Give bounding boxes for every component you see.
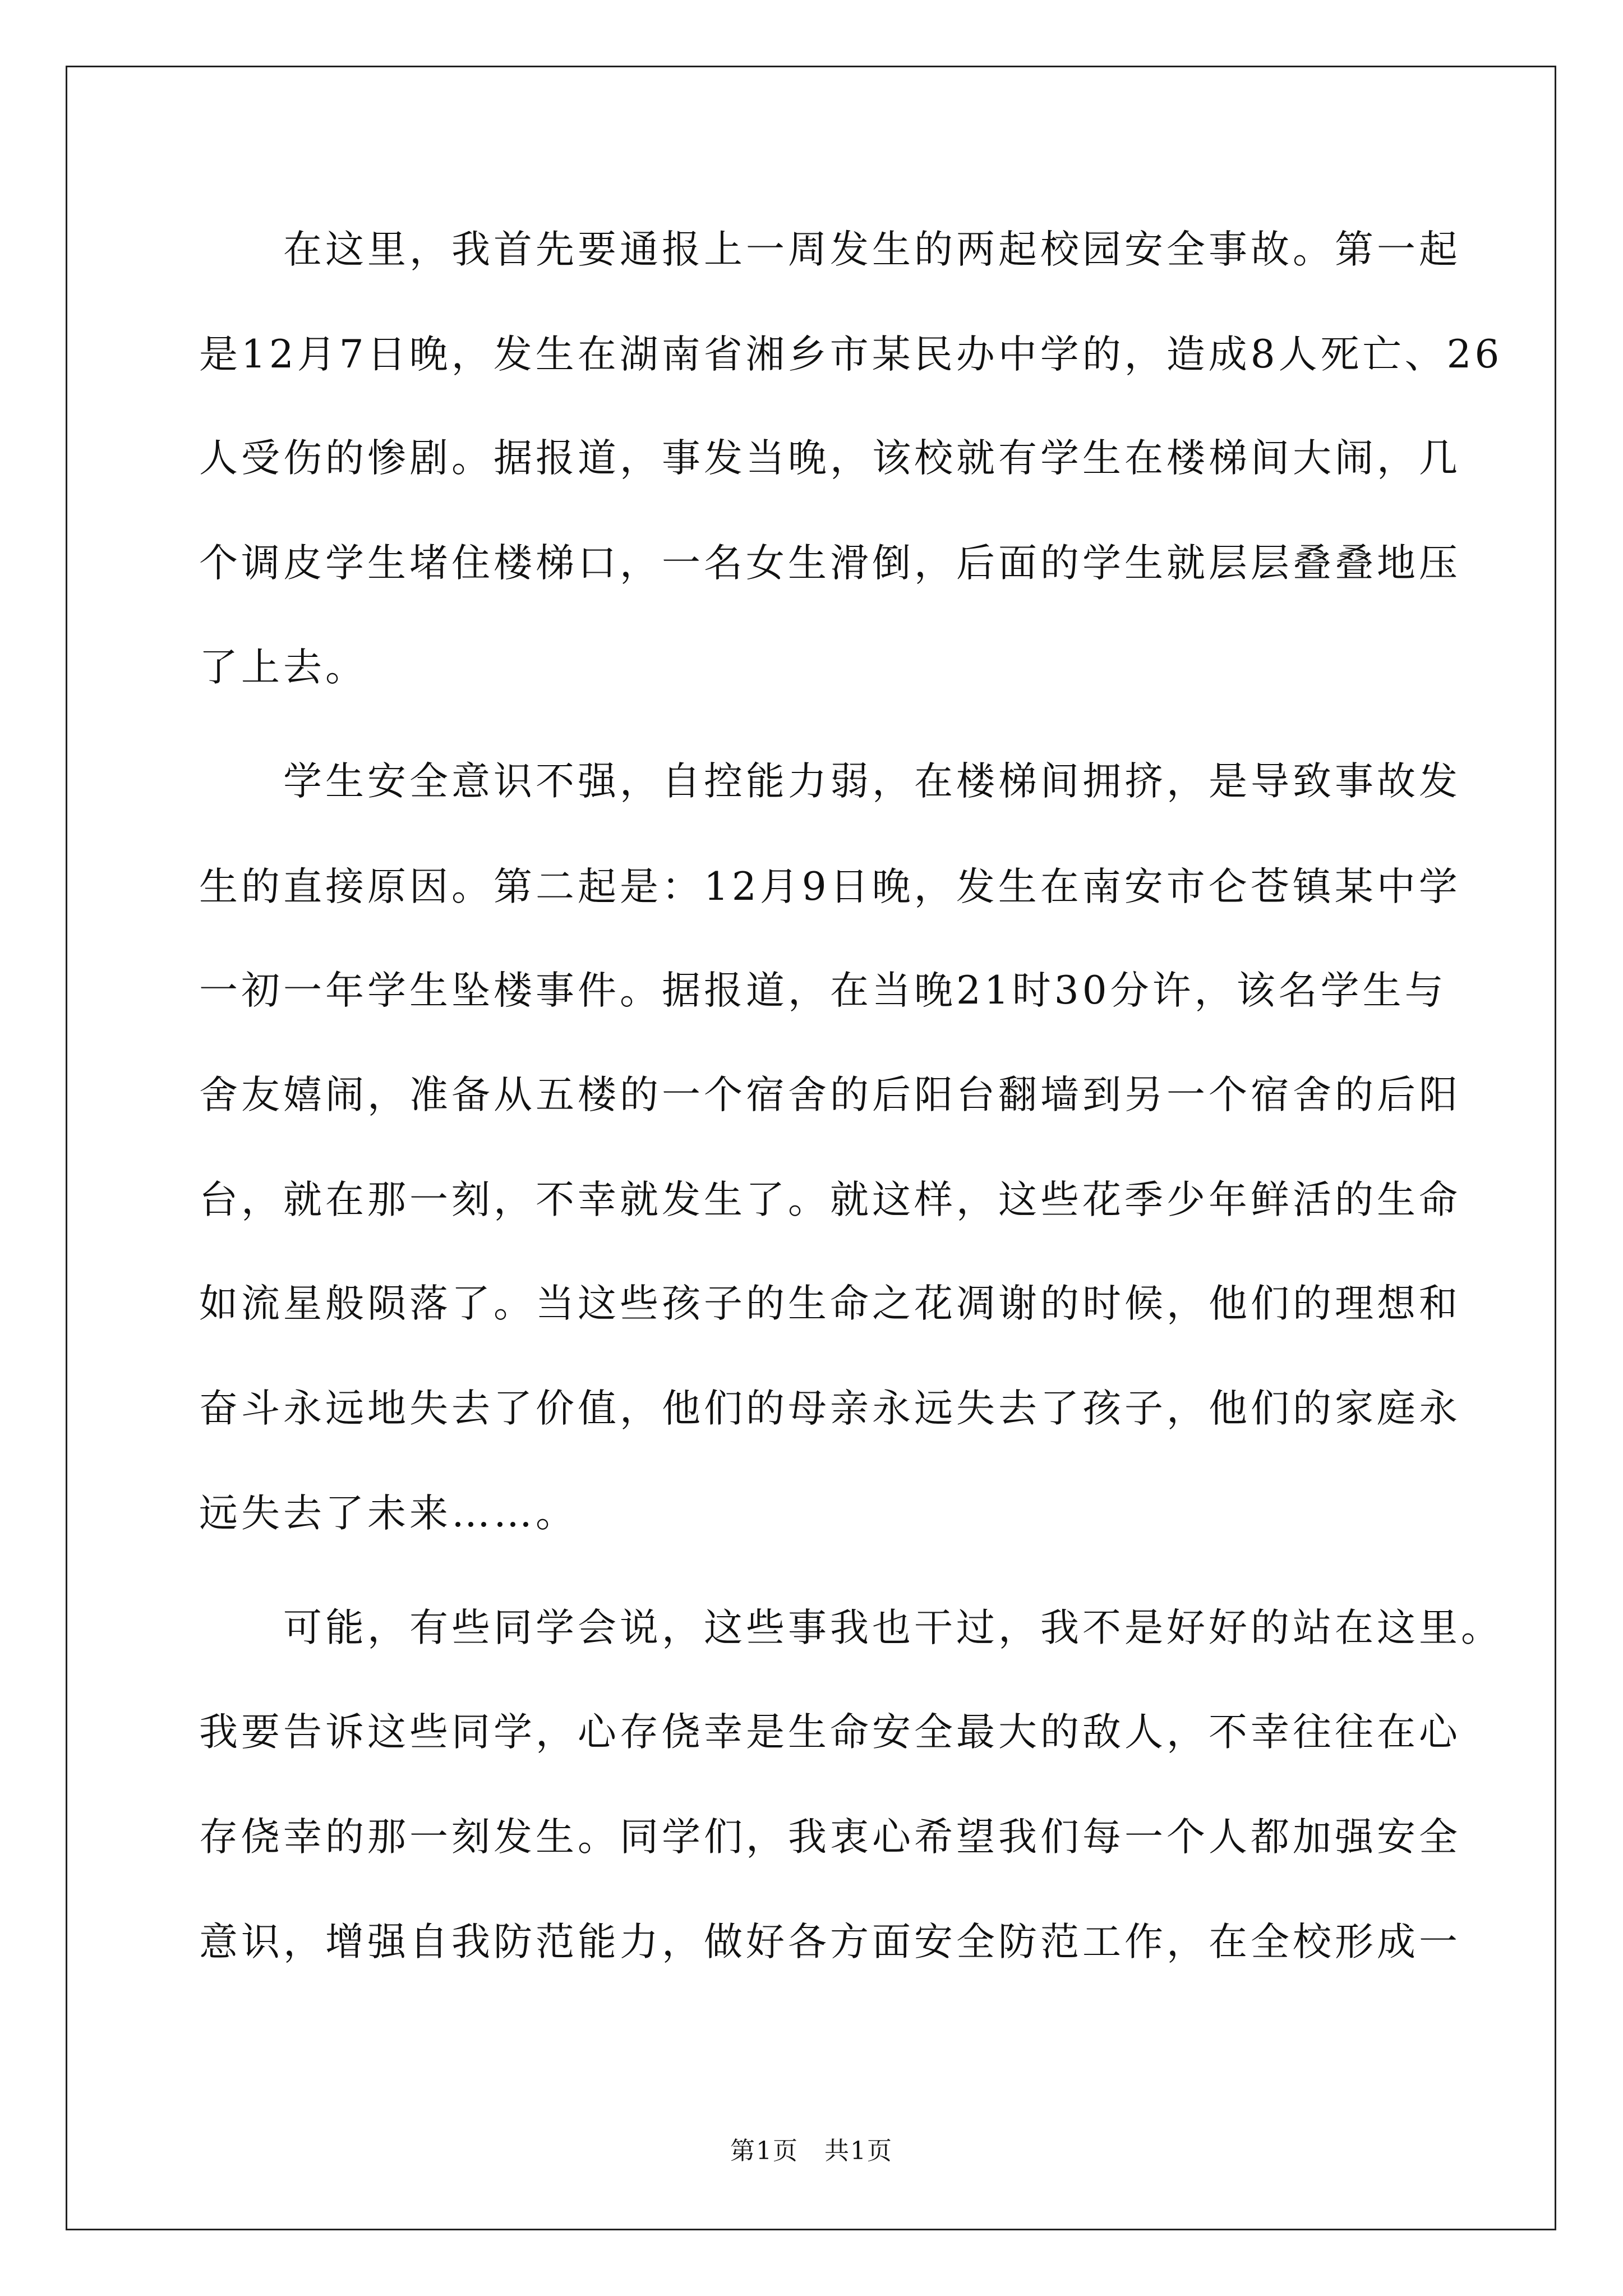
paragraph-line: 远失去了未来……。: [199, 1491, 578, 1536]
paragraph-line: 在这里，我首先要通报上一周发生的两起校园安全事故。第一起: [199, 227, 1461, 272]
paragraph-line: 一初一年学生坠楼事件。据报道，在当晚21时30分许，该名学生与: [199, 968, 1447, 1013]
paragraph-line: 了上去。: [199, 645, 367, 690]
page-border: [66, 66, 1556, 2230]
paragraph-line: 意识，增强自我防范能力，做好各方面安全防范工作，在全校形成一: [199, 1920, 1461, 1964]
paragraph-line: 存侥幸的那一刻发生。同学们，我衷心希望我们每一个人都加强安全: [199, 1815, 1461, 1860]
paragraph-line: 可能，有些同学会说，这些事我也干过，我不是好好的站在这里。: [199, 1605, 1503, 1650]
paragraph-line: 人受伤的惨剧。据报道，事发当晚，该校就有学生在楼梯间大闹，几: [199, 436, 1461, 481]
paragraph-line: 台，就在那一刻，不幸就发生了。就这样，这些花季少年鲜活的生命: [199, 1177, 1461, 1222]
paragraph-line: 学生安全意识不强，自控能力弱，在楼梯间拥挤，是导致事故发: [199, 759, 1461, 804]
paragraph-line: 如流星般陨落了。当这些孩子的生命之花凋谢的时候，他们的理想和: [199, 1281, 1461, 1326]
page-number-footer: 第1页 共1页: [730, 2137, 893, 2165]
paragraph-line: 个调皮学生堵住楼梯口，一名女生滑倒，后面的学生就层层叠叠地压: [199, 541, 1461, 586]
paragraph-line: 舍友嬉闹，准备从五楼的一个宿舍的后阳台翻墙到另一个宿舍的后阳: [199, 1073, 1461, 1117]
paragraph-line: 是12月7日晚，发生在湖南省湘乡市某民办中学的，造成8人死亡、26: [199, 332, 1503, 377]
paragraph-line: 奋斗永远地失去了价值，他们的母亲永远失去了孩子，他们的家庭永: [199, 1386, 1461, 1431]
paragraph-line: 我要告诉这些同学，心存侥幸是生命安全最大的敌人，不幸往往在心: [199, 1710, 1461, 1755]
paragraph-line: 生的直接原因。第二起是：12月9日晚，发生在南安市仑苍镇某中学: [199, 864, 1461, 909]
